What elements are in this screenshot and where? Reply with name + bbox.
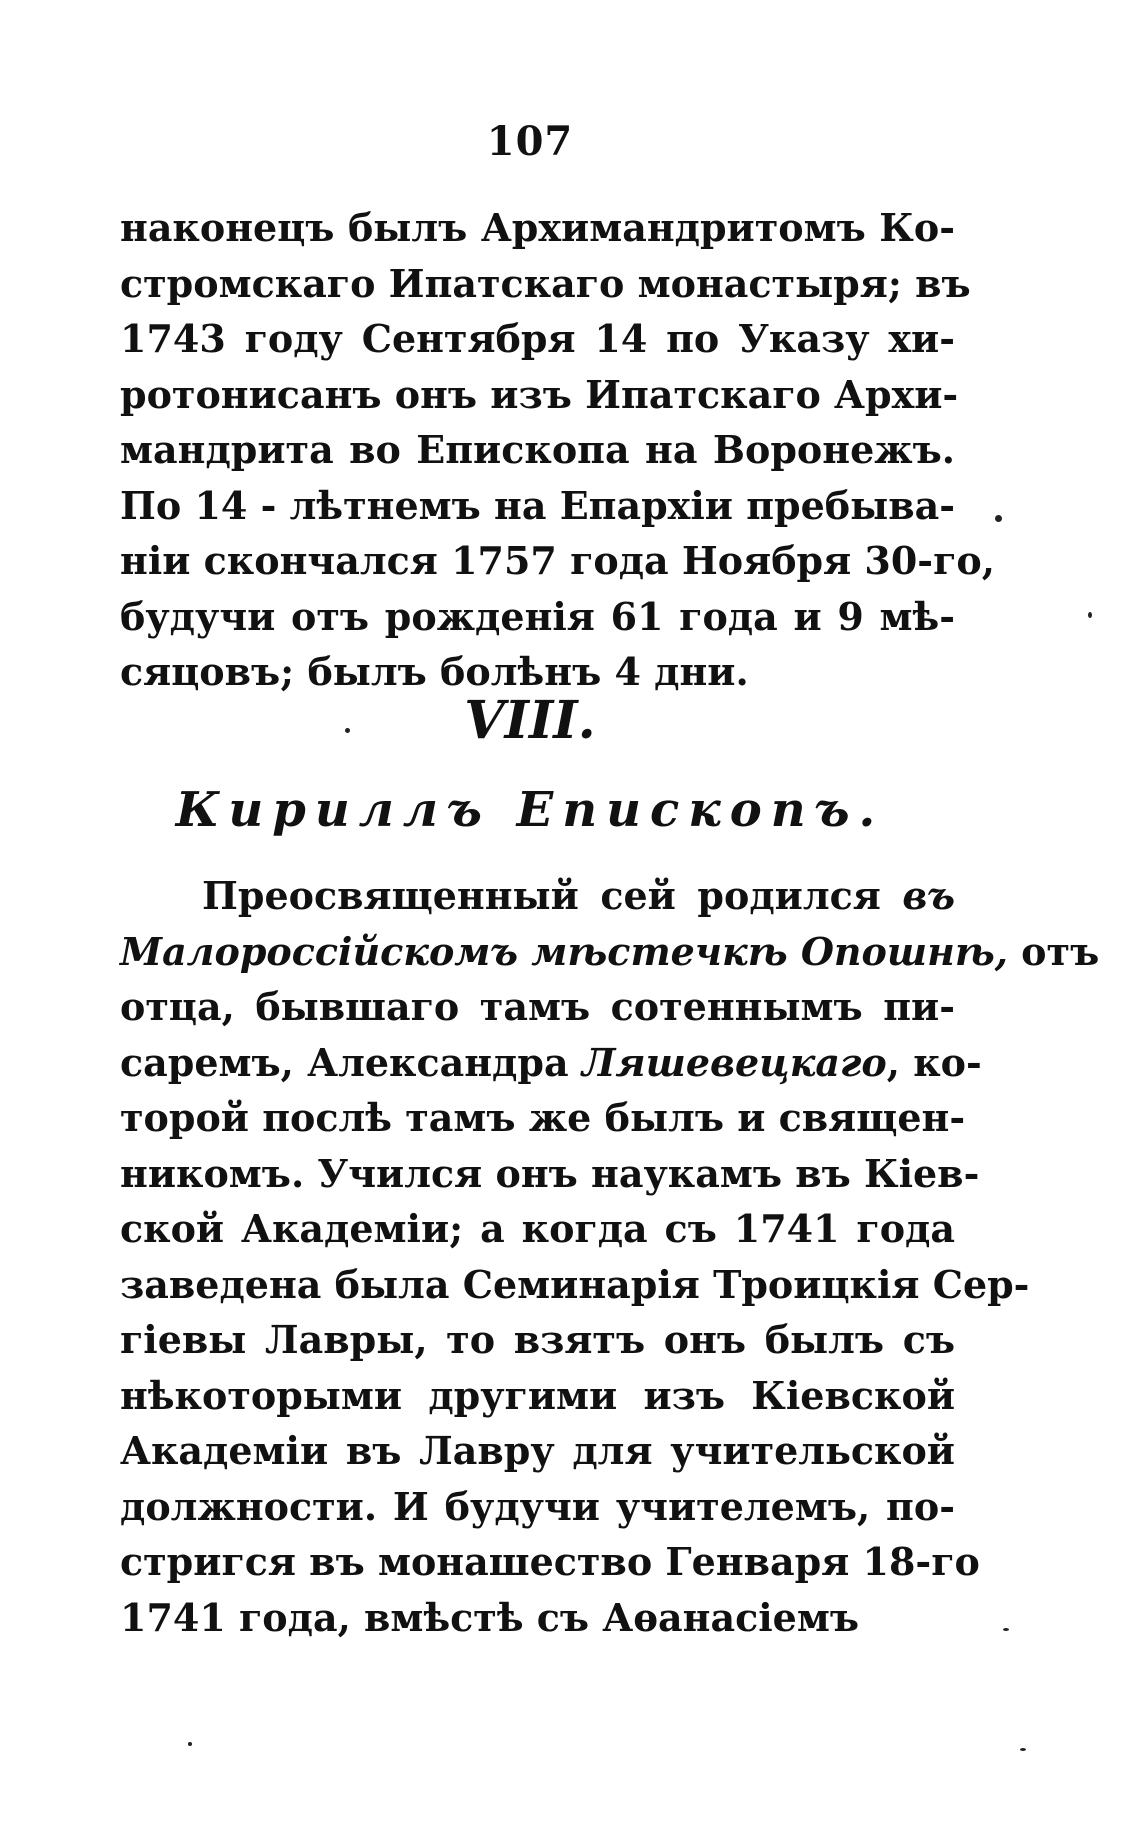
text-line: По 14 - лѣтнемъ на Епархіи пребыва-: [120, 482, 955, 528]
text-line: будучи отъ рожденія 61 года и 9 мѣ-: [120, 593, 955, 639]
scan-speck: [188, 1742, 192, 1746]
section-number: VIII.: [464, 690, 596, 751]
text-line: [120, 924, 1100, 980]
scan-speck: [1088, 612, 1092, 618]
text-line: мандрита во Епископа на Воронежъ.: [120, 427, 955, 472]
text-line: стромскаго Ипатскаго монастыря; въ: [120, 260, 971, 306]
italic-place-name: Малороссійскомъ мѣстечкѣ Опошнѣ,: [120, 928, 1008, 974]
page-number: 107: [486, 118, 574, 165]
paragraph-continued: [120, 200, 995, 700]
text-line: заведена была Семинарія Троицкія Сер-: [120, 1261, 1030, 1307]
text-line: Академіи въ Лавру для учительской: [120, 1428, 955, 1473]
text-line: 1743 году Сентября 14 по Указу хи-: [120, 316, 955, 361]
line-text: саремъ, Александра: [120, 1039, 569, 1085]
text-line: нѣкоторыми другими изъ Кіевской: [120, 1372, 955, 1418]
text-line: [120, 868, 955, 924]
text-line: должности. И будучи учителемъ, по-: [120, 1483, 955, 1529]
text-line: гіевы Лавры, то взятъ онъ былъ съ: [120, 1317, 955, 1362]
italic-surname: Ляшевецкаго: [581, 1039, 887, 1085]
text-line: ніи скончался 1757 года Ноября 30-го,: [120, 538, 995, 583]
text-line: наконецъ былъ Архимандритомъ Ко-: [120, 205, 955, 250]
line-text: отъ: [1021, 928, 1100, 974]
scan-speck: [345, 728, 350, 733]
paragraph-biography: [120, 868, 1100, 1645]
line-text: , ко-: [886, 1039, 982, 1085]
text-line: ротонисанъ онъ изъ Ипатскаго Архи-: [120, 371, 959, 417]
italic-text: въ: [902, 873, 955, 918]
text-line: сяцовъ; былъ болѣнъ 4 дни.: [120, 649, 749, 694]
section-title: Кириллъ Епископъ.: [175, 782, 885, 838]
text-line: ской Академіи; а когда съ 1741 года: [120, 1206, 955, 1251]
scan-speck: [1003, 1628, 1009, 1631]
text-line: стригся въ монашество Генваря 18-го: [120, 1539, 980, 1584]
scan-speck: [995, 515, 1002, 522]
line-text: Преосвященный сей родился: [202, 873, 881, 918]
text-line: никомъ. Учился онъ наукамъ въ Кіев-: [120, 1150, 980, 1196]
text-line: [120, 1035, 982, 1091]
text-line: отца, бывшаго тамъ сотеннымъ пи-: [120, 984, 955, 1029]
text-line: 1741 года, вмѣстѣ съ Аѳанасіемъ: [120, 1594, 860, 1640]
scan-speck: [1020, 1748, 1026, 1751]
text-line: торой послѣ тамъ же былъ и священ-: [120, 1095, 966, 1140]
